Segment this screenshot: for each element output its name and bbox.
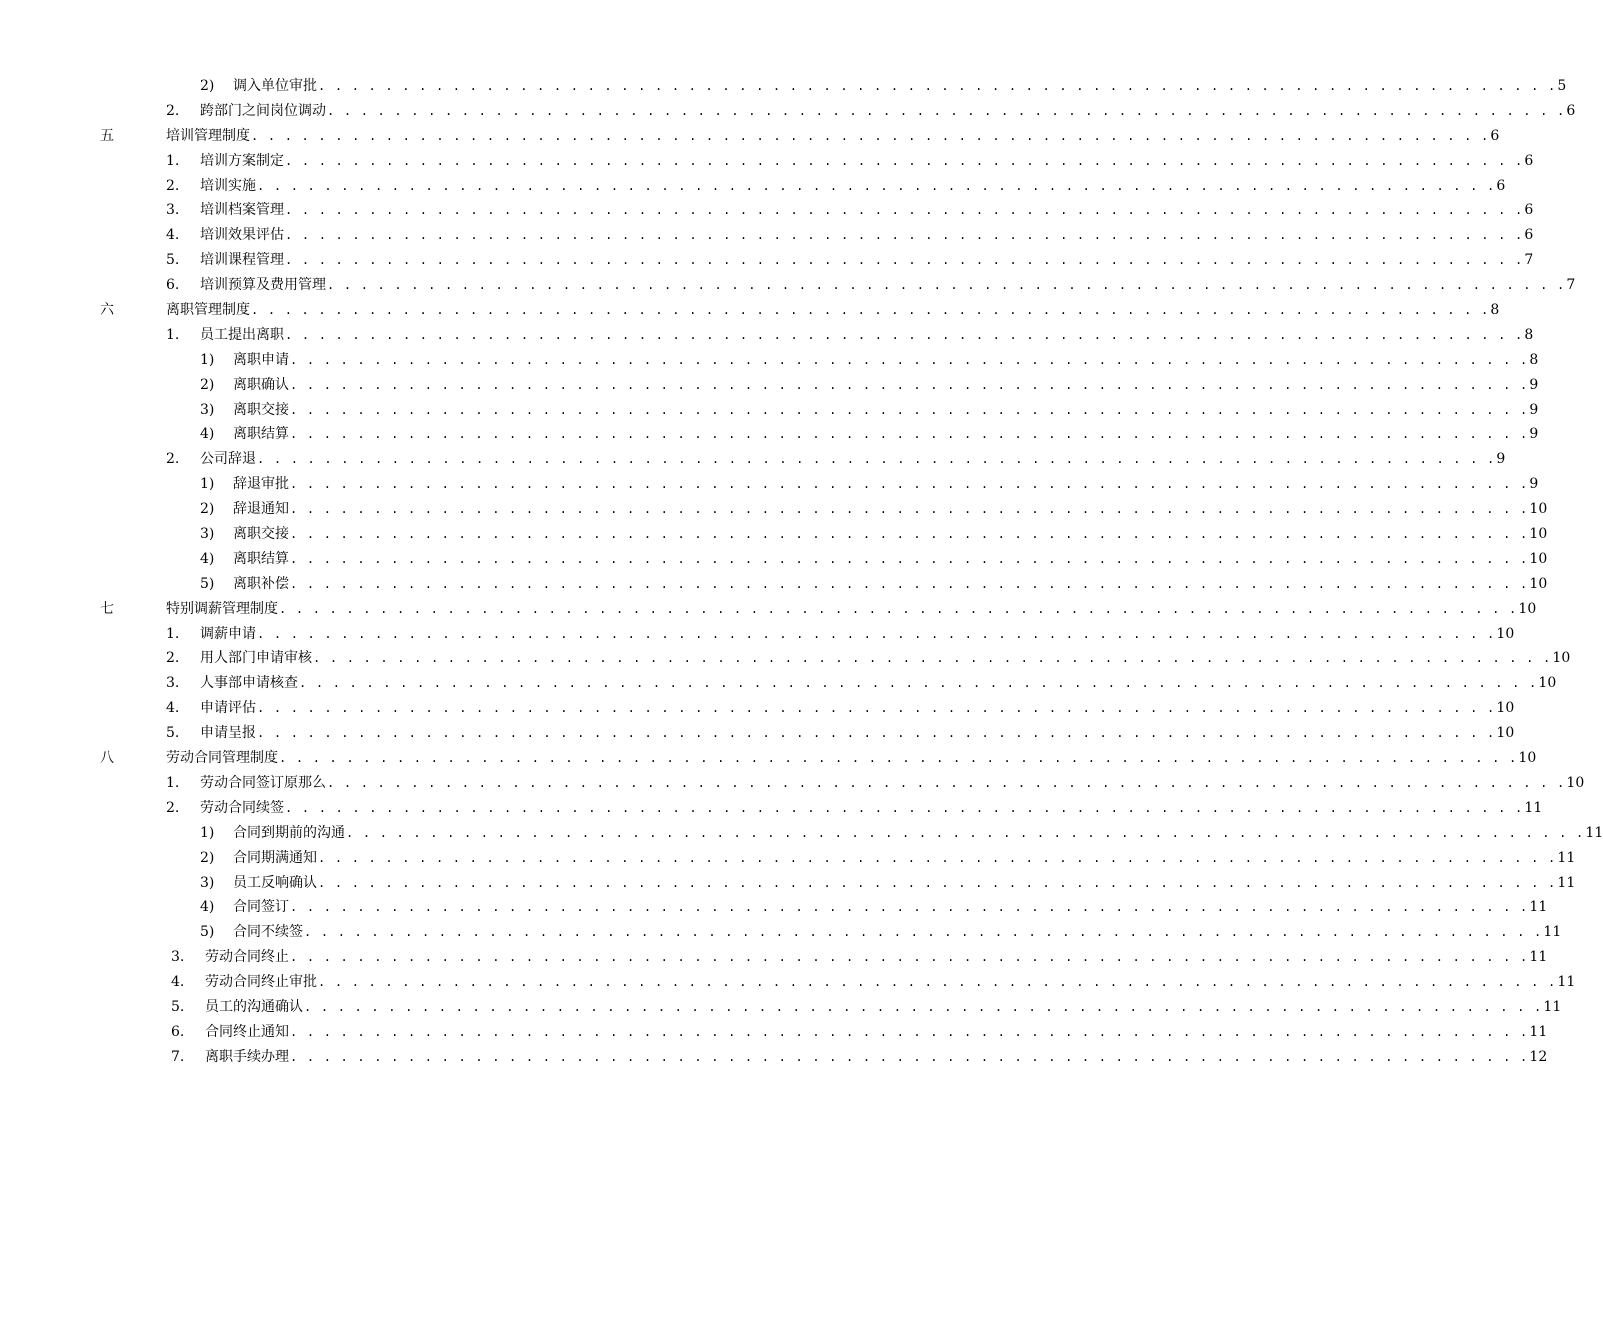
toc-entry[interactable]	[0, 646, 1571, 671]
toc-entry-line	[200, 622, 1515, 647]
toc-entry-page: 11	[1557, 849, 1576, 866]
toc-entry[interactable]	[0, 323, 1534, 348]
toc-entry[interactable]	[0, 721, 1515, 746]
toc-entry-line	[200, 223, 1534, 248]
toc-entry-line	[205, 945, 1548, 970]
toc-entry[interactable]	[0, 1045, 1548, 1070]
toc-entry-page: 10	[1496, 725, 1515, 742]
toc-entry-line	[200, 273, 1576, 298]
toc-entry-line	[166, 597, 1537, 622]
toc-entry-title: 培训预算及费用管理	[200, 277, 326, 294]
toc-entry[interactable]	[0, 248, 1534, 273]
toc-entry-number: 六	[100, 302, 114, 319]
toc-entry[interactable]	[0, 796, 1543, 821]
toc-entry-line	[200, 174, 1506, 199]
toc-leader-dots: . . . . . . . . . . . . . . . . . . . . . . . . . . . . . . . . . . . . . . . . . . . . . . . . . . . . . . . . . . . . . . . . . . . . . . . . . .	[304, 999, 1543, 1014]
toc-leader-dots: . . . . . . . . . . . . . . . . . . . . . . . . . . . . . . . . . . . . . . . . . . . . . . . . . . . . . . . . . . . . . . . . . . . . . . . . . .	[327, 103, 1566, 118]
toc-leader-dots: . . . . . . . . . . . . . . . . . . . . . . . . . . . . . . . . . . . . . . . . . . . . . . . . . . . . . . . . . . . . . . . . . . . . . . . . . .	[346, 825, 1585, 840]
toc-entry-number: 4)	[200, 426, 215, 443]
toc-entry-line	[233, 846, 1576, 871]
toc-entry-title: 培训方案制定	[200, 152, 284, 169]
toc-entry-page: 9	[1496, 451, 1506, 468]
toc-entry-number: 5.	[171, 998, 185, 1015]
toc-entry-number: 2.	[166, 177, 180, 194]
toc-entry-line	[200, 198, 1534, 223]
toc-entry-page: 11	[1585, 824, 1603, 841]
toc-entry-page: 8	[1529, 351, 1539, 368]
toc-entry-page: 6	[1496, 177, 1506, 194]
toc-leader-dots: . . . . . . . . . . . . . . . . . . . . . . . . . . . . . . . . . . . . . . . . . . . . . . . . . . . . . . . . . . . . . . . . . . . . . . . . . .	[290, 527, 1529, 542]
toc-entry-line	[200, 796, 1543, 821]
toc-leader-dots: . . . . . . . . . . . . . . . . . . . . . . . . . . . . . . . . . . . . . . . . . . . . . . . . . . . . . . . . . . . . . . . . . . . . . . . . . .	[257, 626, 1496, 641]
toc-entry-page: 11	[1557, 974, 1576, 991]
toc-leader-dots: . . . . . . . . . . . . . . . . . . . . . . . . . . . . . . . . . . . . . . . . . . . . . . . . . . . . . . . . . . . . . . . . . . . . . . . . . .	[285, 228, 1524, 243]
toc-entry-title: 劳动合同续签	[200, 799, 284, 816]
toc-leader-dots: . . . . . . . . . . . . . . . . . . . . . . . . . . . . . . . . . . . . . . . . . . . . . . . . . . . . . . . . . . . . . . . . . . . . . . . . . .	[285, 203, 1524, 218]
toc-entry[interactable]	[0, 970, 1576, 995]
toc-entry-page: 10	[1529, 575, 1548, 592]
toc-entry[interactable]	[0, 447, 1506, 472]
toc-entry-line	[200, 323, 1534, 348]
toc-entry-line	[205, 1020, 1548, 1045]
toc-entry-page: 6	[1490, 127, 1500, 144]
toc-entry-title: 人事部申请核查	[200, 675, 298, 692]
toc-leader-dots: . . . . . . . . . . . . . . . . . . . . . . . . . . . . . . . . . . . . . . . . . . . . . . . . . . . . . . . . . . . . . . . . . . . . . . . . . .	[290, 427, 1529, 442]
toc-entry-number: 2)	[200, 78, 215, 94]
toc-leader-dots: . . . . . . . . . . . . . . . . . . . . . . . . . . . . . . . . . . . . . . . . . . . . . . . . . . . . . . . . . . . . . . . . . . . . . . . . . .	[290, 950, 1529, 965]
toc-entry-number: 3)	[200, 874, 215, 891]
toc-entry[interactable]	[0, 99, 1576, 124]
toc-entry-number: 1.	[166, 625, 180, 642]
toc-entry-title: 培训档案管理	[200, 202, 284, 219]
toc-entry[interactable]	[0, 746, 1537, 771]
toc-entry-number: 五	[100, 127, 114, 144]
toc-entry-title: 特别调薪管理制度	[166, 600, 278, 617]
toc-entry-page: 10	[1496, 625, 1515, 642]
toc-entry-title: 合同终止通知	[205, 1023, 289, 1040]
toc-entry[interactable]	[0, 398, 1539, 423]
toc-entry-page: 6	[1524, 152, 1534, 169]
toc-entry-page: 9	[1529, 401, 1539, 418]
toc-entry-page: 9	[1529, 376, 1539, 393]
toc-leader-dots: . . . . . . . . . . . . . . . . . . . . . . . . . . . . . . . . . . . . . . . . . . . . . . . . . . . . . . . . . . . . . . . . . . . . . . . . . .	[290, 502, 1529, 517]
toc-entry-line	[200, 771, 1585, 796]
toc-entry-title: 合同不续签	[233, 924, 303, 941]
toc-entry[interactable]	[0, 597, 1537, 622]
toc-entry-line	[233, 422, 1539, 447]
toc-entry-line	[233, 895, 1548, 920]
toc-entry[interactable]	[0, 895, 1548, 920]
toc-entry-line	[200, 646, 1571, 671]
toc-leader-dots: . . . . . . . . . . . . . . . . . . . . . . . . . . . . . . . . . . . . . . . . . . . . . . . . . . . . . . . . . . . . . . . . . . . . . . . . . .	[290, 551, 1529, 566]
toc-entry-number: 3)	[200, 526, 215, 543]
toc-entry-line	[233, 821, 1603, 846]
toc-entry[interactable]	[0, 348, 1539, 373]
toc-entry-number: 2)	[200, 501, 215, 518]
toc-entry-page: 10	[1518, 600, 1537, 617]
toc-entry-number: 3.	[166, 202, 180, 219]
toc-entry-page: 7	[1524, 252, 1534, 269]
toc-entry-number: 7.	[171, 1048, 185, 1065]
toc-entry-title: 合同期满通知	[233, 849, 317, 866]
toc-entry-line	[200, 99, 1576, 124]
toc-leader-dots: . . . . . . . . . . . . . . . . . . . . . . . . . . . . . . . . . . . . . . . . . . . . . . . . . . . . . . . . . . . . . . . . . . . . . . . . . .	[290, 402, 1529, 417]
toc-entry-page: 6	[1566, 102, 1576, 119]
toc-entry-number: 2.	[166, 102, 180, 119]
toc-entry-page: 11	[1529, 1023, 1548, 1040]
toc-entry-number: 1.	[166, 326, 180, 343]
toc-entry-number: 3)	[200, 401, 215, 418]
toc-entry[interactable]	[0, 223, 1534, 248]
toc-entry-line	[166, 746, 1537, 771]
toc-entry-page: 11	[1543, 924, 1562, 941]
toc-entry[interactable]	[0, 1020, 1548, 1045]
toc-leader-dots: . . . . . . . . . . . . . . . . . . . . . . . . . . . . . . . . . . . . . . . . . . . . . . . . . . . . . . . . . . . . . . . . . . . . . . . . . .	[327, 775, 1566, 790]
toc-entry[interactable]	[0, 871, 1576, 896]
toc-entry-title: 辞退通知	[233, 501, 289, 518]
toc-entry-title: 培训效果评估	[200, 227, 284, 244]
toc-entry-number: 6.	[166, 277, 180, 294]
toc-entry-title: 离职结算	[233, 426, 289, 443]
toc-leader-dots: . . . . . . . . . . . . . . . . . . . . . . . . . . . . . . . . . . . . . . . . . . . . . . . . . . . . . . . . . . . . . . . . . . . . . . . . . .	[279, 751, 1518, 766]
toc-leader-dots: . . . . . . . . . . . . . . . . . . . . . . . . . . . . . . . . . . . . . . . . . . . . . . . . . . . . . . . . . . . . . . . . . . . . . . . . . .	[290, 477, 1529, 492]
toc-entry-page: 6	[1524, 202, 1534, 219]
toc-leader-dots: . . . . . . . . . . . . . . . . . . . . . . . . . . . . . . . . . . . . . . . . . . . . . . . . . . . . . . . . . . . . . . . . . . . . . . . . . .	[290, 900, 1529, 915]
toc-entry-title: 离职结算	[233, 550, 289, 567]
toc-entry-number: 1.	[166, 774, 180, 791]
toc-entry-number: 七	[100, 600, 114, 617]
toc-entry-line	[200, 721, 1515, 746]
toc-entry-title: 员工提出离职	[200, 326, 284, 343]
toc-entry-page: 6	[1524, 227, 1534, 244]
toc-entry-title: 员工的沟通确认	[205, 998, 303, 1015]
toc-entry-number: 4)	[200, 899, 215, 916]
toc-entry-title: 申请评估	[200, 700, 256, 717]
toc-leader-dots: . . . . . . . . . . . . . . . . . . . . . . . . . . . . . . . . . . . . . . . . . . . . . . . . . . . . . . . . . . . . . . . . . . . . . . . . . .	[285, 327, 1524, 342]
toc-entry-line	[200, 696, 1515, 721]
toc-entry-number: 2.	[166, 650, 180, 667]
toc-entry-title: 培训管理制度	[166, 127, 250, 144]
toc-entry-number: 6.	[171, 1023, 185, 1040]
toc-entry-page: 8	[1490, 302, 1500, 319]
toc-leader-dots: . . . . . . . . . . . . . . . . . . . . . . . . . . . . . . . . . . . . . . . . . . . . . . . . . . . . . . . . . . . . . . . . . . . . . . . . . .	[318, 850, 1557, 865]
toc-entry-title: 离职交接	[233, 401, 289, 418]
toc-entry-title: 培训课程管理	[200, 252, 284, 269]
toc-entry[interactable]	[0, 995, 1562, 1020]
toc-entry-line	[233, 572, 1548, 597]
toc-entry-page: 5	[1557, 78, 1567, 94]
toc-entry-line	[205, 970, 1576, 995]
toc-entry-number: 2.	[166, 451, 180, 468]
toc-entry[interactable]	[0, 945, 1548, 970]
toc-entry-line	[200, 248, 1534, 273]
toc-entry-title: 用人部门申请审核	[200, 650, 312, 667]
toc-leader-dots: . . . . . . . . . . . . . . . . . . . . . . . . . . . . . . . . . . . . . . . . . . . . . . . . . . . . . . . . . . . . . . . . . . . . . . . . . .	[299, 676, 1538, 691]
toc-entry-title: 离职管理制度	[166, 302, 250, 319]
toc-entry-page: 10	[1496, 700, 1515, 717]
toc-entry-title: 劳动合同管理制度	[166, 750, 278, 767]
toc-entry-title: 调入单位审批	[233, 78, 317, 94]
toc-entry[interactable]	[0, 547, 1548, 572]
toc-leader-dots: . . . . . . . . . . . . . . . . . . . . . . . . . . . . . . . . . . . . . . . . . . . . . . . . . . . . . . . . . . . . . . . . . . . . . . . . . .	[313, 651, 1552, 666]
toc-entry-number: 4)	[200, 550, 215, 567]
toc-entry-page: 11	[1524, 799, 1543, 816]
toc-entry-line	[200, 671, 1557, 696]
toc-entry-title: 离职手续办理	[205, 1048, 289, 1065]
toc-entry-line	[233, 348, 1539, 373]
toc-entry-number: 5)	[200, 924, 215, 941]
toc-leader-dots: . . . . . . . . . . . . . . . . . . . . . . . . . . . . . . . . . . . . . . . . . . . . . . . . . . . . . . . . . . . . . . . . . . . . . . . . . .	[285, 253, 1524, 268]
toc-entry-title: 培训实施	[200, 177, 256, 194]
toc-entry-number: 4.	[166, 227, 180, 244]
toc-entry[interactable]	[0, 522, 1548, 547]
toc-entry-page: 10	[1518, 750, 1537, 767]
toc-entry-line	[166, 124, 1500, 149]
toc-leader-dots: . . . . . . . . . . . . . . . . . . . . . . . . . . . . . . . . . . . . . . . . . . . . . . . . . . . . . . . . . . . . . . . . . . . . . . . . . .	[304, 925, 1543, 940]
toc-entry-title: 跨部门之间岗位调动	[200, 102, 326, 119]
toc-entry-line	[233, 497, 1548, 522]
toc-entry[interactable]	[0, 198, 1534, 223]
toc-entry-line	[233, 547, 1548, 572]
toc-entry[interactable]	[0, 298, 1500, 323]
toc-entry-page: 11	[1529, 899, 1548, 916]
toc-entry-line	[233, 522, 1548, 547]
toc-leader-dots: . . . . . . . . . . . . . . . . . . . . . . . . . . . . . . . . . . . . . . . . . . . . . . . . . . . . . . . . . . . . . . . . . . . . . . . . . .	[257, 452, 1496, 467]
toc-leader-dots: . . . . . . . . . . . . . . . . . . . . . . . . . . . . . . . . . . . . . . . . . . . . . . . . . . . . . . . . . . . . . . . . . . . . . . . . . .	[285, 153, 1524, 168]
toc-entry-title: 离职补偿	[233, 575, 289, 592]
toc-entry-page: 7	[1566, 277, 1576, 294]
toc-entry-title: 合同到期前的沟通	[233, 824, 345, 841]
toc-entry-number: 1)	[200, 476, 215, 493]
toc-entry-title: 离职申请	[233, 351, 289, 368]
toc-leader-dots: . . . . . . . . . . . . . . . . . . . . . . . . . . . . . . . . . . . . . . . . . . . . . . . . . . . . . . . . . . . . . . . . . . . . . . . . . .	[251, 128, 1490, 143]
toc-entry[interactable]	[0, 920, 1562, 945]
toc-leader-dots: . . . . . . . . . . . . . . . . . . . . . . . . . . . . . . . . . . . . . . . . . . . . . . . . . . . . . . . . . . . . . . . . . . . . . . . . . .	[290, 1049, 1529, 1064]
toc-entry-line	[205, 995, 1562, 1020]
toc-entry-number: 5.	[166, 252, 180, 269]
toc-entry[interactable]	[0, 696, 1515, 721]
table-of-contents	[0, 74, 1603, 1070]
toc-entry[interactable]	[0, 422, 1539, 447]
toc-leader-dots: . . . . . . . . . . . . . . . . . . . . . . . . . . . . . . . . . . . . . . . . . . . . . . . . . . . . . . . . . . . . . . . . . . . . . . . . . .	[285, 800, 1524, 815]
toc-entry-title: 调薪申请	[200, 625, 256, 642]
toc-leader-dots: . . . . . . . . . . . . . . . . . . . . . . . . . . . . . . . . . . . . . . . . . . . . . . . . . . . . . . . . . . . . . . . . . . . . . . . . . .	[327, 278, 1566, 293]
toc-entry-line	[233, 871, 1576, 896]
toc-entry-page: 10	[1552, 650, 1571, 667]
toc-entry-page: 9	[1529, 476, 1539, 493]
toc-entry-title: 辞退审批	[233, 476, 289, 493]
toc-entry-number: 5)	[200, 575, 215, 592]
toc-entry-line	[200, 149, 1534, 174]
toc-entry[interactable]	[0, 273, 1576, 298]
toc-entry-page: 12	[1529, 1048, 1548, 1065]
toc-entry-title: 劳动合同终止	[205, 949, 289, 966]
toc-entry-page: 11	[1543, 998, 1562, 1015]
toc-entry-line	[166, 298, 1500, 323]
toc-leader-dots: . . . . . . . . . . . . . . . . . . . . . . . . . . . . . . . . . . . . . . . . . . . . . . . . . . . . . . . . . . . . . . . . . . . . . . . . . .	[290, 352, 1529, 367]
toc-entry-line	[233, 920, 1562, 945]
toc-entry-page: 10	[1529, 501, 1548, 518]
toc-entry-line	[233, 398, 1539, 423]
toc-entry-number: 2)	[200, 849, 215, 866]
toc-leader-dots: . . . . . . . . . . . . . . . . . . . . . . . . . . . . . . . . . . . . . . . . . . . . . . . . . . . . . . . . . . . . . . . . . . . . . . . . . .	[279, 601, 1518, 616]
toc-entry-line	[233, 74, 1567, 99]
toc-entry-line	[205, 1045, 1548, 1070]
toc-entry-number: 3.	[171, 949, 185, 966]
toc-entry-line	[233, 373, 1539, 398]
toc-leader-dots: . . . . . . . . . . . . . . . . . . . . . . . . . . . . . . . . . . . . . . . . . . . . . . . . . . . . . . . . . . . . . . . . . . . . . . . . . .	[318, 79, 1557, 93]
toc-entry[interactable]	[0, 373, 1539, 398]
toc-entry-page: 10	[1529, 550, 1548, 567]
toc-entry-number: 4.	[171, 974, 185, 991]
toc-leader-dots: . . . . . . . . . . . . . . . . . . . . . . . . . . . . . . . . . . . . . . . . . . . . . . . . . . . . . . . . . . . . . . . . . . . . . . . . . .	[290, 377, 1529, 392]
toc-entry-page: 10	[1538, 675, 1557, 692]
toc-entry-title: 劳动合同签订原那么	[200, 774, 326, 791]
toc-entry-number: 1)	[200, 351, 215, 368]
toc-leader-dots: . . . . . . . . . . . . . . . . . . . . . . . . . . . . . . . . . . . . . . . . . . . . . . . . . . . . . . . . . . . . . . . . . . . . . . . . . .	[318, 875, 1557, 890]
toc-entry-number: 2)	[200, 376, 215, 393]
toc-entry-number: 3.	[166, 675, 180, 692]
toc-leader-dots: . . . . . . . . . . . . . . . . . . . . . . . . . . . . . . . . . . . . . . . . . . . . . . . . . . . . . . . . . . . . . . . . . . . . . . . . . .	[290, 1024, 1529, 1039]
toc-leader-dots: . . . . . . . . . . . . . . . . . . . . . . . . . . . . . . . . . . . . . . . . . . . . . . . . . . . . . . . . . . . . . . . . . . . . . . . . . .	[257, 178, 1496, 193]
toc-entry-title: 离职确认	[233, 376, 289, 393]
toc-entry[interactable]	[0, 174, 1506, 199]
toc-entry-title: 合同签订	[233, 899, 289, 916]
toc-entry-number: 1)	[200, 824, 215, 841]
toc-entry[interactable]	[0, 124, 1500, 149]
toc-entry-page: 11	[1557, 874, 1576, 891]
toc-entry-title: 离职交接	[233, 526, 289, 543]
toc-entry-title: 员工反响确认	[233, 874, 317, 891]
toc-entry[interactable]	[0, 771, 1585, 796]
toc-entry[interactable]	[0, 149, 1534, 174]
toc-entry[interactable]	[0, 846, 1576, 871]
toc-entry-title: 申请呈报	[200, 725, 256, 742]
toc-entry-title: 劳动合同终止审批	[205, 974, 317, 991]
toc-leader-dots: . . . . . . . . . . . . . . . . . . . . . . . . . . . . . . . . . . . . . . . . . . . . . . . . . . . . . . . . . . . . . . . . . . . . . . . . . .	[251, 303, 1490, 318]
toc-entry[interactable]	[0, 572, 1548, 597]
toc-entry[interactable]	[0, 622, 1515, 647]
toc-entry-line	[233, 472, 1539, 497]
toc-entry-number: 八	[100, 750, 114, 767]
toc-entry-number: 1.	[166, 152, 180, 169]
toc-entry-number: 2.	[166, 799, 180, 816]
toc-entry-number: 4.	[166, 700, 180, 717]
toc-leader-dots: . . . . . . . . . . . . . . . . . . . . . . . . . . . . . . . . . . . . . . . . . . . . . . . . . . . . . . . . . . . . . . . . . . . . . . . . . .	[257, 701, 1496, 716]
toc-leader-dots: . . . . . . . . . . . . . . . . . . . . . . . . . . . . . . . . . . . . . . . . . . . . . . . . . . . . . . . . . . . . . . . . . . . . . . . . . .	[290, 576, 1529, 591]
toc-entry-page: 10	[1566, 774, 1585, 791]
toc-entry[interactable]	[0, 74, 1567, 99]
toc-entry-line	[200, 447, 1506, 472]
toc-entry[interactable]	[0, 821, 1603, 846]
toc-entry-title: 公司辞退	[200, 451, 256, 468]
toc-entry[interactable]	[0, 671, 1557, 696]
toc-entry[interactable]	[0, 497, 1548, 522]
toc-leader-dots: . . . . . . . . . . . . . . . . . . . . . . . . . . . . . . . . . . . . . . . . . . . . . . . . . . . . . . . . . . . . . . . . . . . . . . . . . .	[318, 975, 1557, 990]
toc-leader-dots: . . . . . . . . . . . . . . . . . . . . . . . . . . . . . . . . . . . . . . . . . . . . . . . . . . . . . . . . . . . . . . . . . . . . . . . . . .	[257, 726, 1496, 741]
toc-entry-number: 5.	[166, 725, 180, 742]
toc-entry[interactable]	[0, 472, 1539, 497]
toc-entry-page: 11	[1529, 949, 1548, 966]
toc-entry-page: 10	[1529, 526, 1548, 543]
toc-entry-page: 8	[1524, 326, 1534, 343]
toc-entry-page: 9	[1529, 426, 1539, 443]
